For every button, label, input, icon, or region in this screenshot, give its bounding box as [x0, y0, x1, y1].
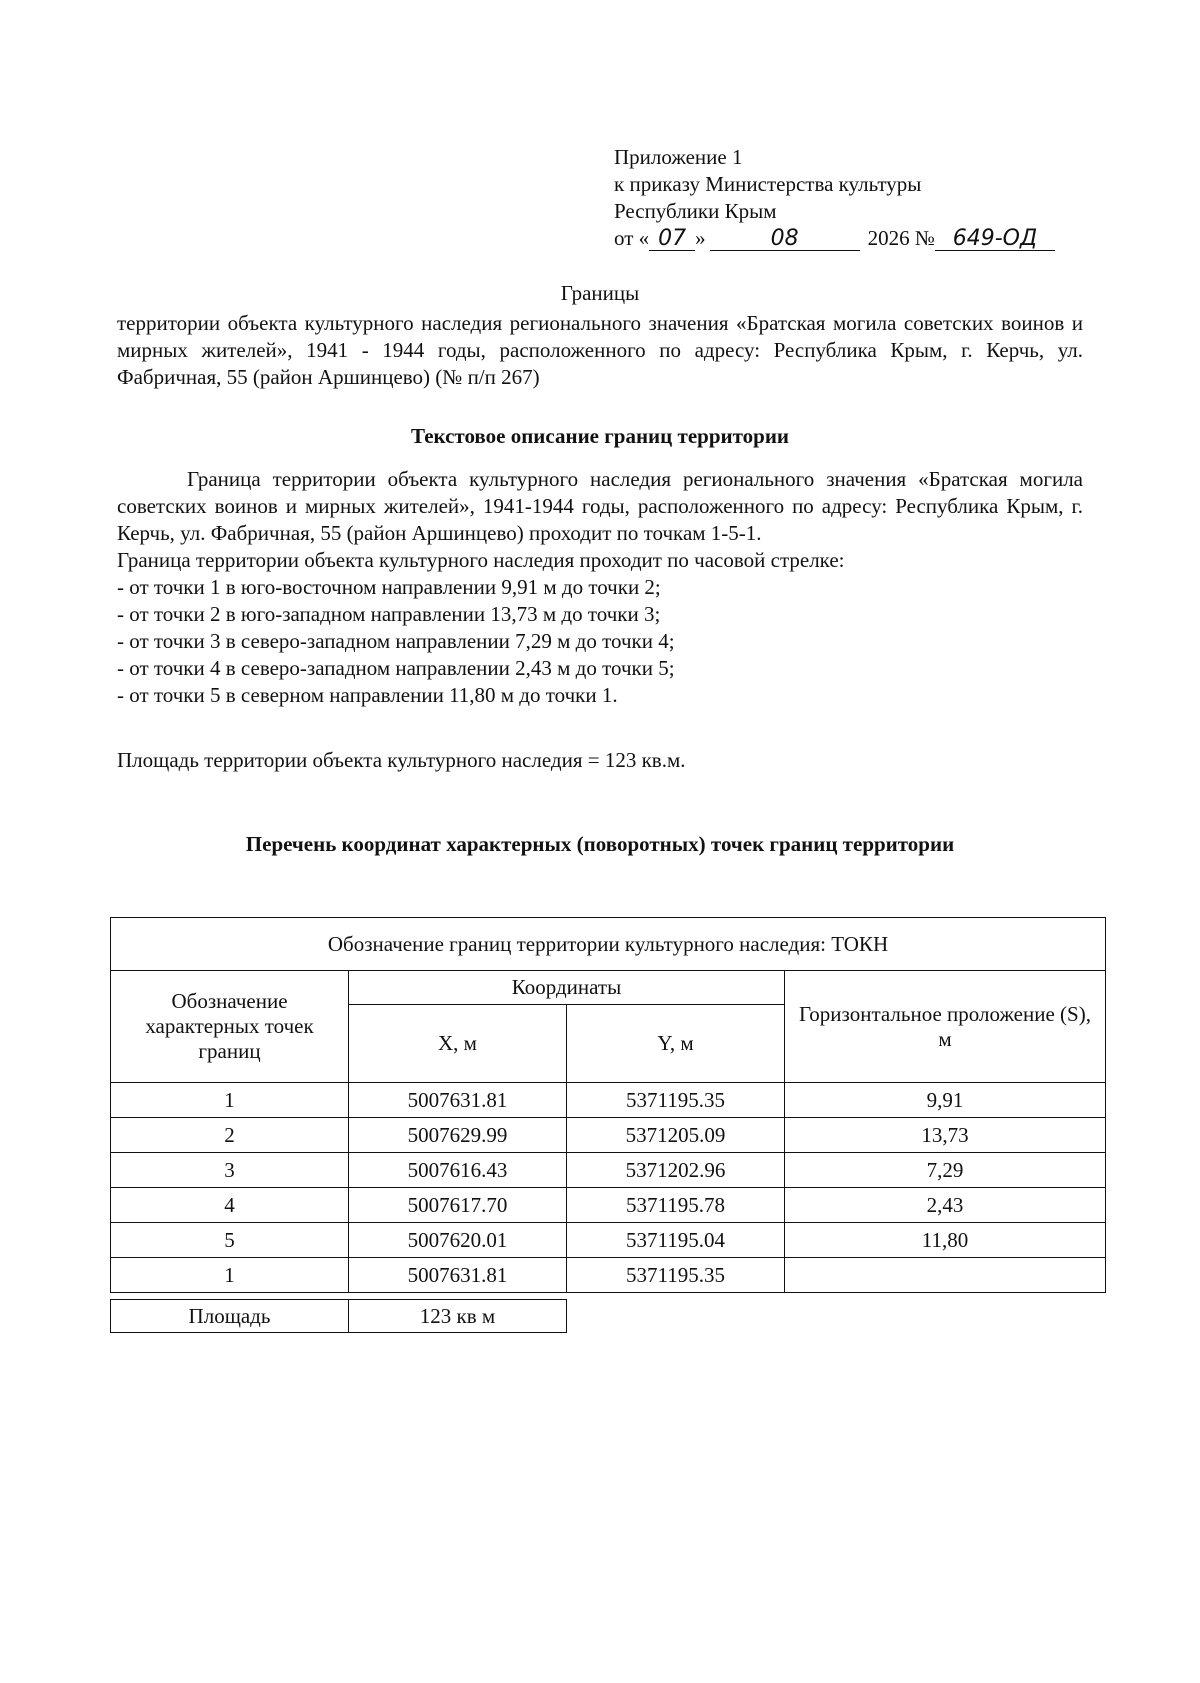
area-label: Площадь [111, 1300, 349, 1333]
description-body [117, 466, 1083, 709]
handwritten-day: 07 [649, 228, 695, 251]
description-heading: Текстовое описание границ территории [410, 424, 790, 448]
coordinates-table [110, 917, 1106, 1293]
cell-x: 5007629.99 [349, 1118, 567, 1153]
handwritten-order-number: 649-ОД [935, 228, 1055, 251]
document-title: Границы [560, 281, 640, 305]
year-text: 2026 № [867, 226, 935, 250]
appendix-date-line [614, 225, 1055, 252]
cell-s: 9,91 [785, 1083, 1106, 1118]
date-mid: » [695, 226, 706, 250]
cell-y: 5371205.09 [567, 1118, 785, 1153]
cell-s: 7,29 [785, 1153, 1106, 1188]
cell-y: 5371195.35 [567, 1083, 785, 1118]
cell-point: 2 [111, 1118, 349, 1153]
segment-item: - от точки 2 в юго-западном направлении 13,73 м до точки 3; [117, 602, 661, 626]
table-caption: Обозначение границ территории культурного наследия: ТОКН [111, 918, 1106, 971]
cell-s [785, 1258, 1106, 1293]
col-s-header: Горизонтальное проложение (S), м [785, 971, 1106, 1083]
cell-point: 4 [111, 1188, 349, 1223]
cell-y: 5371195.78 [567, 1188, 785, 1223]
col-coords-header: Координаты [349, 971, 785, 1005]
table-row [111, 1153, 1106, 1188]
cell-x: 5007631.81 [349, 1258, 567, 1293]
col-y-header: Y, м [567, 1005, 785, 1083]
table-row [111, 1223, 1106, 1258]
cell-point: 5 [111, 1223, 349, 1258]
cell-x: 5007616.43 [349, 1153, 567, 1188]
cell-y: 5371195.35 [567, 1258, 785, 1293]
cell-x: 5007617.70 [349, 1188, 567, 1223]
handwritten-month: 08 [710, 228, 860, 251]
cell-s: 2,43 [785, 1188, 1106, 1223]
area-value: 123 кв м [349, 1300, 567, 1333]
appendix-line-2: к приказу Министерства культуры [614, 172, 922, 196]
table-row [111, 1118, 1106, 1153]
table-row [111, 1258, 1106, 1293]
coordinates-heading: Перечень координат характерных (поворотных) точек границ территории [245, 832, 955, 856]
cell-x: 5007620.01 [349, 1223, 567, 1258]
table-row [111, 1188, 1106, 1223]
col-point-header: Обозначение характерных точек границ [111, 971, 349, 1083]
segment-item: - от точки 1 в юго-восточном направлении 9,91 м до точки 2; [117, 575, 661, 599]
description-line-2: Граница территории объекта культурного наследия проходит по часовой стрелке: [117, 548, 845, 572]
appendix-block [614, 144, 1055, 252]
area-table [110, 1299, 567, 1333]
table-row [111, 1083, 1106, 1118]
document-intro: территории объекта культурного наследия регионального значения «Братская могила советских воинов и мирных жителей», 1941 - 1944 годы, расположенного по адресу: Республика Крым, г. Керчь, ул. Фабричная, 55 (район Аршинцево) (№ п/п 267) [117, 311, 1083, 389]
segment-item: - от точки 4 в северо-западном направлении 2,43 м до точки 5; [117, 656, 675, 680]
appendix-line-1: Приложение 1 [614, 145, 743, 169]
date-prefix: от « [614, 226, 650, 250]
col-x-header: X, м [349, 1005, 567, 1083]
cell-x: 5007631.81 [349, 1083, 567, 1118]
cell-y: 5371202.96 [567, 1153, 785, 1188]
segment-item: - от точки 5 в северном направлении 11,80 м до точки 1. [117, 683, 618, 707]
description-paragraph: Граница территории объекта культурного наследия регионального значения «Братская могила советских воинов и мирных жителей», 1941-1944 годы, расположенного по адресу: Республика Крым, г. Керчь, ул. Фабричная, 55 (район Аршинцево) проходит по точкам 1-5-1. [117, 467, 1083, 545]
cell-point: 1 [111, 1258, 349, 1293]
appendix-line-3: Республики Крым [614, 199, 777, 223]
cell-point: 1 [111, 1083, 349, 1118]
cell-y: 5371195.04 [567, 1223, 785, 1258]
cell-s: 11,80 [785, 1223, 1106, 1258]
segment-item: - от точки 3 в северо-западном направлении 7,29 м до точки 4; [117, 629, 675, 653]
area-statement: Площадь территории объекта культурного наследия = 123 кв.м. [117, 748, 686, 772]
cell-point: 3 [111, 1153, 349, 1188]
cell-s: 13,73 [785, 1118, 1106, 1153]
